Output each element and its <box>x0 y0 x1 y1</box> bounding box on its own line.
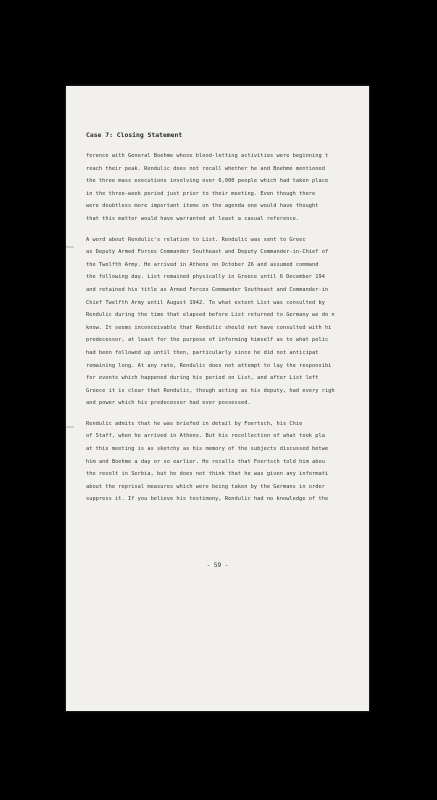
binding-mark <box>66 426 74 428</box>
text-line: A word about Rendulic's relation to List. Rendulic was sent to Greec <box>86 236 306 243</box>
text-line: reach their peak. Rendulic does not recall whether he and Boehme mentioned <box>86 165 325 172</box>
text-line: predecessor, at least for the purpose of informing himself as to what polic <box>86 337 329 344</box>
text-line: Greece it is clear that Rendulic, though acting as his deputy, had every righ <box>86 387 335 394</box>
paragraph-break <box>86 410 358 418</box>
text-line: about the reprisal measures which were being taken by the Germans in order <box>86 483 325 490</box>
text-line: the following day. List remained physically in Greece until 6 December 194 <box>86 274 325 281</box>
text-line: for events which happened during his period on List, and after List left <box>86 375 319 382</box>
text-line: him and Boehme a day or so earlier. He recalls that Foertsch told him abou <box>86 458 325 465</box>
document-page <box>66 86 369 711</box>
text-line: Rendulic during the time that elapsed before List returned to Germany we do n <box>86 312 335 319</box>
text-line: ference with General Boehme whose blood-letting activities were beginning t <box>86 153 329 159</box>
page-header: Case 7: Closing Statement <box>86 131 183 139</box>
text-line: the Twelfth Army. He arrived in Athens on October 26 and assumed command <box>86 261 319 268</box>
text-line: at this meeting is as sketchy as his memory of the subjects discussed betwe <box>86 446 329 453</box>
text-line: that this matter would have warranted at least a casual reference. <box>86 215 300 222</box>
text-line: were doubtless more important items on the agenda one would have thought <box>86 203 319 210</box>
paragraph-break <box>86 226 358 234</box>
page-number: - 59 - <box>206 562 229 569</box>
body-text <box>86 150 358 506</box>
text-line: Chief Twelfth Army until August 1942. To what extent List was consulted by <box>86 299 325 306</box>
text-line: the revolt in Serbia, but he does not think that he was given any informati <box>86 471 329 478</box>
text-line: of Staff, when he arrived in Athens. But his recollection of what took pla <box>86 433 325 440</box>
text-line: had been followed up until then, particularly since he did not anticipat <box>86 349 319 356</box>
text-line: and power which his predecessor had ever possessed. <box>86 400 251 407</box>
text-line: in the three-week period just prior to their meeting. Even though there <box>86 190 316 197</box>
text-line: as Deputy Armed Forces Commander Southeast and Deputy Commander-in-Chief of <box>86 249 329 256</box>
text-line: know. It seems inconceivable that Rendulic should not have consulted with hi <box>86 324 332 331</box>
binding-mark <box>66 246 74 248</box>
text-line: Rendulic admits that he was briefed in detail by Foertsch, his Chie <box>86 420 303 427</box>
text-line: suppress it. If you believe his testimony, Rendulic had no knowledge of the <box>86 496 329 503</box>
text-line: remaining long. At any rate, Rendulic does not attempt to lay the responsibi <box>86 362 332 369</box>
text-line: the three mass executions involving over 6,000 people which had taken place <box>86 178 329 185</box>
text-line: and retained his title as Armed Forces Commander Southeast and Commander-in <box>86 286 329 293</box>
